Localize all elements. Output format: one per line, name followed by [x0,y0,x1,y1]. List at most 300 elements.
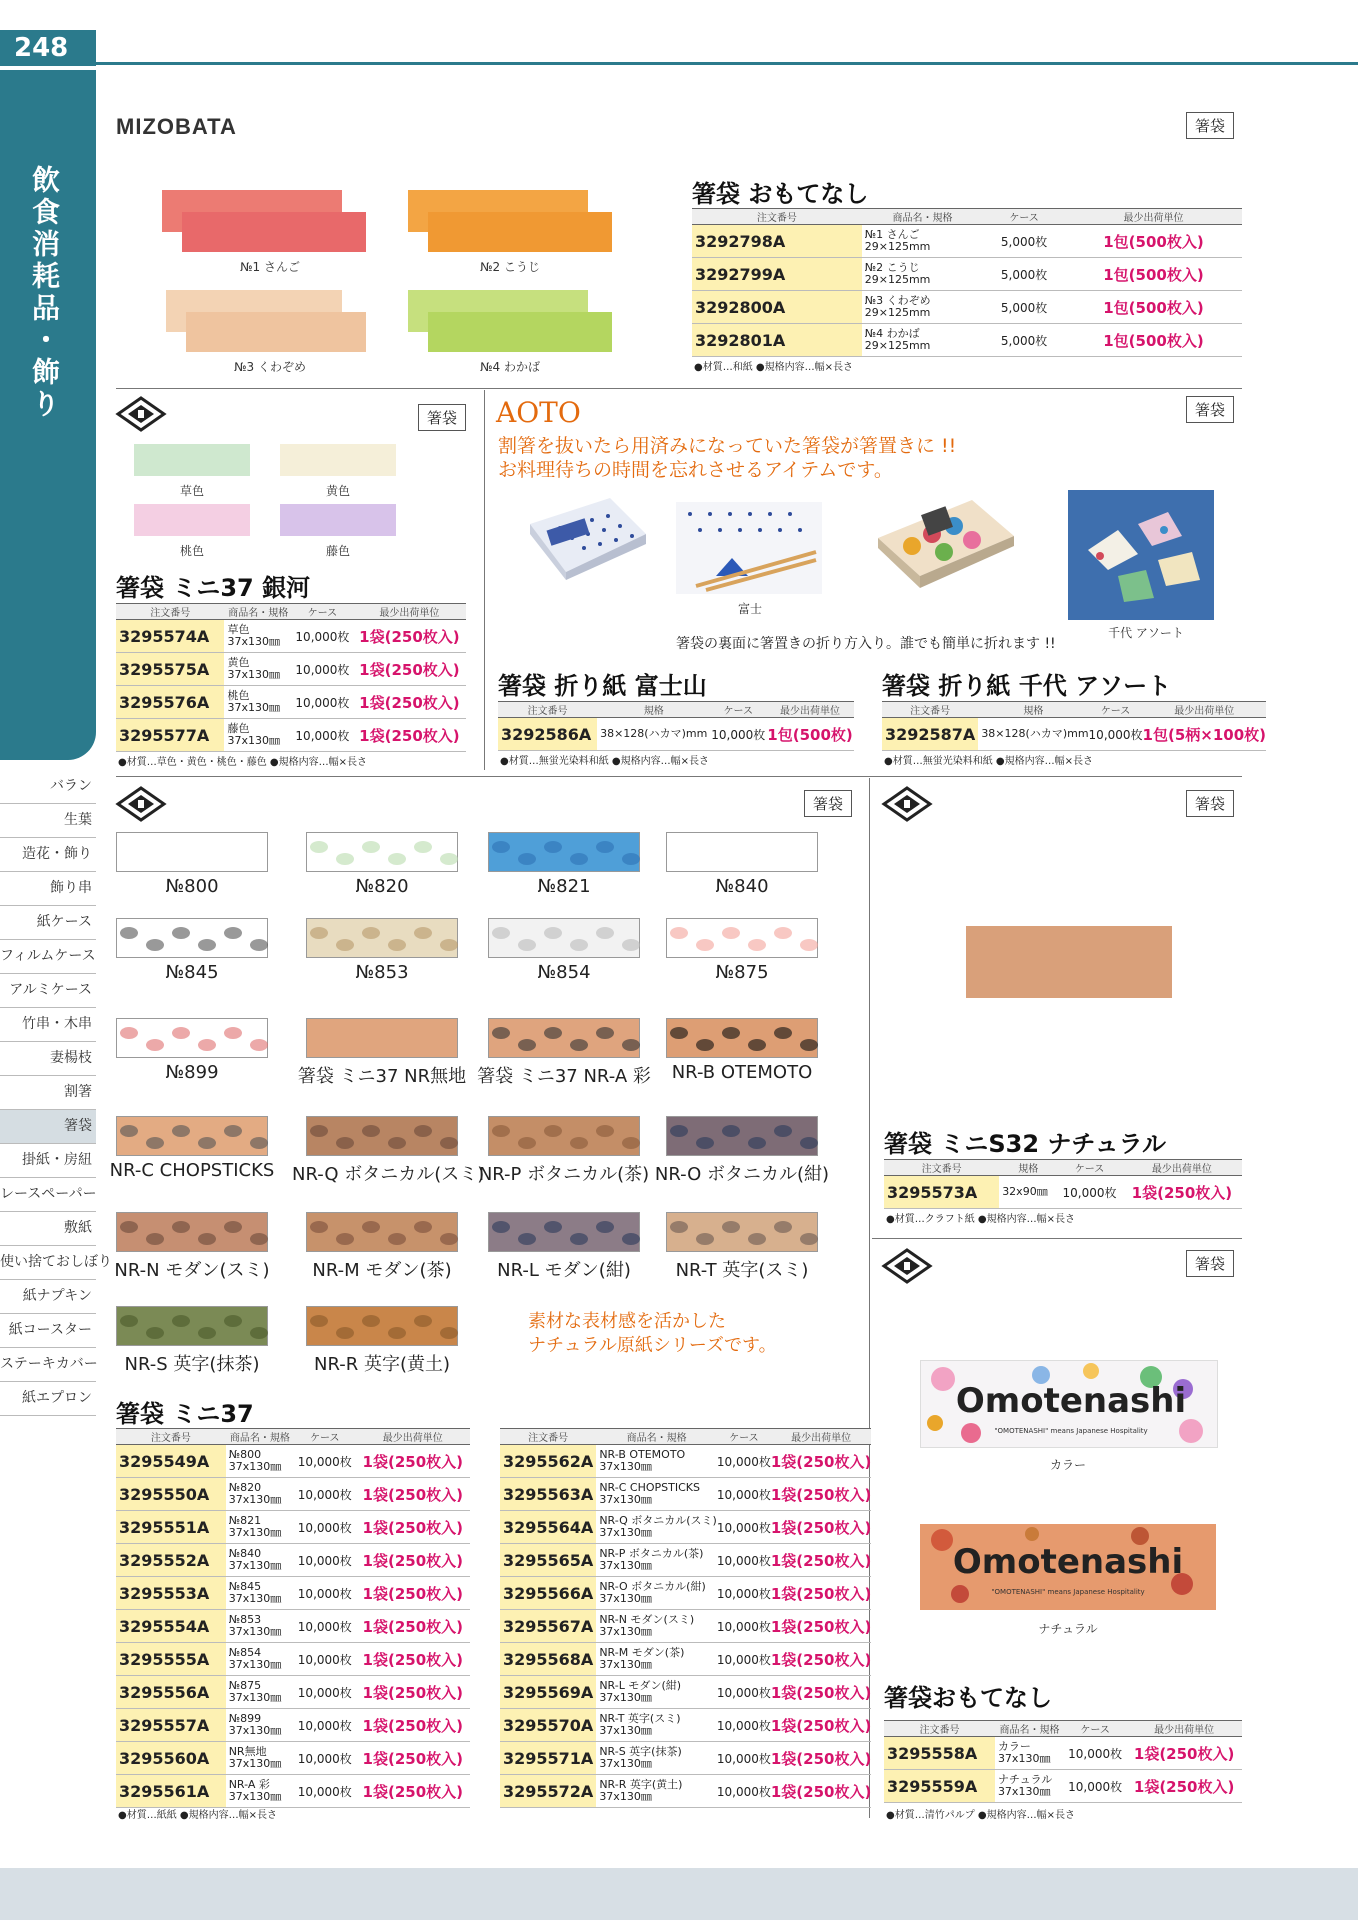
product-size: 37x130㎜ [997,1785,1051,1798]
category-tag: 箸袋 [1186,1250,1234,1277]
table-header: ケース [1057,1160,1122,1176]
sample-swatch [116,832,268,872]
section-title: 箸袋 おもてなし [692,180,869,208]
product-name: NR-M モダン(茶) [599,1646,685,1659]
spec-note: ●材質…紙紙 ●規格内容…幅×長さ [118,1810,278,1821]
nav-item[interactable]: バラン [0,770,96,804]
product-table [498,701,854,751]
min-unit: 1袋(250枚入) [1126,1770,1242,1803]
crest-logo [882,1248,932,1284]
table-header: 注文番号 [884,1721,995,1737]
sample-caption: NR-C CHOPSTICKS [109,1160,275,1181]
product-table [116,603,466,752]
sample-sango [162,190,366,256]
product-size: 37x130㎜ [228,1460,282,1473]
case-qty: 10,000枚 [294,1742,356,1775]
order-number: 3295560A [116,1742,226,1775]
case-qty: 10,000枚 [717,1709,771,1742]
product-name: №820 [228,1481,262,1494]
spec-cell [596,1775,717,1808]
product-table [884,1720,1242,1803]
nav-item[interactable]: 生葉 [0,804,96,838]
sample-swatch [306,1212,458,1252]
spec-cell [995,1737,1064,1770]
spec-cell [596,1742,717,1775]
sample-swatch [116,1212,268,1252]
section-title: 箸袋 折り紙 千代 アソート [882,672,1172,700]
product-size: 37x130㎜ [599,1460,652,1473]
spec-note: ●材質…無蛍光染料和紙 ●規格内容…幅×長さ [884,756,1094,767]
spec-cell: 38×128(ハカマ)mm [978,718,1088,751]
series-note: ナチュラル原紙シリーズです。 [528,1335,777,1356]
nav-item[interactable]: フィルムケース [0,940,96,974]
table-row [116,620,466,653]
product-size: 37x130㎜ [599,1526,652,1539]
nav-item[interactable]: 造花・飾り [0,838,96,872]
sample-swatch [306,1306,458,1346]
case-qty: 10,000枚 [292,653,353,686]
product-size: 37x130㎜ [599,1724,652,1737]
product-size: 37x130㎜ [228,1526,282,1539]
nav-item[interactable]: 紙ナプキン [0,1280,96,1314]
table-header: ケース [1089,702,1143,718]
table-row [500,1610,871,1643]
table-header: 最少出荷単位 [766,702,854,718]
product-size: 37x130㎜ [228,1724,282,1737]
sample-fuji [280,504,396,536]
nav-item[interactable]: 紙ケース [0,906,96,940]
product-name: NR-C CHOPSTICKS [599,1481,700,1494]
order-number: 3292801A [692,324,862,357]
case-qty: 10,000枚 [292,719,353,752]
case-qty: 5,000枚 [983,291,1065,324]
product-name: NR無地 [228,1745,267,1758]
table-header: 最少出荷単位 [353,604,466,620]
table-row [116,686,466,719]
spec-cell [226,1577,294,1610]
product-size: 37x130㎜ [599,1658,652,1671]
table-header: 注文番号 [884,1160,999,1176]
min-unit: 1包(500枚) [766,718,854,751]
min-unit: 1袋(250枚入) [771,1544,871,1577]
product-size: 29×125mm [864,240,931,253]
product-size: 37x130㎜ [228,1592,282,1605]
sample-swatch [116,918,268,958]
product-size: 37x130㎜ [599,1625,652,1638]
product-size: 37x130㎜ [228,1493,282,1506]
table-header: 規格 [597,702,710,718]
table-header: ケース [292,604,353,620]
spec-cell [596,1610,717,1643]
case-qty: 5,000枚 [983,324,1065,357]
sample-caption: №875 [715,962,769,983]
case-qty: 10,000枚 [717,1577,771,1610]
min-unit: 1袋(250枚入) [771,1577,871,1610]
case-qty: 10,000枚 [717,1445,771,1478]
spec-cell [862,258,983,291]
case-qty: 10,000枚 [1064,1737,1126,1770]
sample-caption: NR-B OTEMOTO [671,1062,813,1083]
sample-caption: NR-S 英字(抹茶) [124,1354,260,1375]
spec-note: ●材質…清竹パルプ ●規格内容…幅×長さ [886,1810,1076,1821]
product-name: 黄色 [227,656,250,669]
divider [484,390,485,770]
min-unit: 1包(500枚入) [1065,291,1242,324]
product-name: NR-Q ボタニカル(スミ) [599,1514,717,1527]
spec-cell [226,1742,294,1775]
category-title: 飲食消耗品・飾り [28,165,61,421]
min-unit: 1袋(250枚入) [356,1445,470,1478]
nav-item[interactable]: 箸袋 [0,1110,96,1144]
product-size: 37x130㎜ [599,1592,652,1605]
category-tag: 箸袋 [1186,790,1234,817]
case-qty: 10,000枚 [292,620,353,653]
table-row [692,258,1242,291]
table-row [116,1643,470,1676]
spec-cell [995,1770,1064,1803]
sample-momo [134,504,250,536]
product-table [884,1159,1242,1209]
product-name: №4 わかば [864,327,920,340]
footer-band [0,1868,1358,1920]
sample-caption: NR-Q ボタニカル(スミ) [292,1164,485,1185]
sample-caption: №821 [537,876,591,897]
min-unit: 1袋(250枚入) [356,1775,470,1808]
category-tag: 箸袋 [804,790,852,817]
min-unit: 1包(500枚入) [1065,324,1242,357]
order-number: 3295566A [500,1577,596,1610]
table-row [884,1737,1242,1770]
lead-text: 割箸を抜いたら用済みになっていた箸袋が箸置きに !! [498,435,957,457]
crest-logo [116,396,166,432]
table-header: 最少出荷単位 [1122,1160,1242,1176]
photo-chiyo-folded [1068,490,1214,620]
spec-cell [224,686,292,719]
sample-swatch [488,1018,640,1058]
order-number: 3292587A [882,718,978,751]
product-name: ナチュラル [997,1773,1053,1786]
min-unit: 1袋(250枚入) [353,719,466,752]
product-name: №899 [228,1712,262,1725]
photo-chiyo-box [872,494,1018,590]
case-qty: 10,000枚 [294,1544,356,1577]
spec-cell [224,620,292,653]
caption: カラー [1049,1458,1086,1472]
product-size: 37x130㎜ [599,1691,652,1704]
divider [872,1238,1242,1239]
product-name: №853 [228,1613,262,1626]
table-row [116,1577,470,1610]
sample-omotenashi-natural [920,1524,1216,1610]
sample-swatch [666,832,818,872]
min-unit: 1袋(250枚入) [771,1709,871,1742]
case-qty: 10,000枚 [717,1676,771,1709]
sample-caption: NR-M モダン(茶) [312,1260,452,1281]
table-row [116,653,466,686]
category-tab [0,70,96,760]
sample-ki [280,444,396,476]
order-number: 3295558A [884,1737,995,1770]
order-number: 3292799A [692,258,862,291]
order-number: 3295569A [500,1676,596,1709]
sample-swatch [666,1018,818,1058]
caption: 千代 アソート [1108,626,1184,640]
divider [116,388,1242,389]
min-unit: 1袋(250枚入) [771,1676,871,1709]
sample-caption: 箸袋 ミニ37 NR-A 彩 [477,1066,651,1087]
min-unit: 1袋(250枚入) [771,1445,871,1478]
sample-caption: NR-N モダン(スミ) [114,1260,270,1281]
table-header: 規格 [999,1160,1057,1176]
nav-item[interactable]: 掛紙・房紐 [0,1144,96,1178]
case-qty: 10,000枚 [717,1643,771,1676]
case-qty: 10,000枚 [717,1544,771,1577]
product-name: NR-N モダン(スミ) [599,1613,695,1626]
table-header: 商品名・規格 [226,1429,294,1445]
order-number: 3295562A [500,1445,596,1478]
table-header: 商品名・規格 [862,209,983,225]
order-number: 3295570A [500,1709,596,1742]
table-header: 商品名・規格 [224,604,292,620]
caption: №2 こうじ [480,260,540,274]
min-unit: 1袋(250枚入) [353,686,466,719]
min-unit: 1袋(250枚入) [356,1478,470,1511]
order-number: 3292586A [498,718,597,751]
product-name: №2 こうじ [864,261,920,274]
table-row [500,1478,871,1511]
print-subtext: "OMOTENASHI" means Japanese Hospitality [991,1588,1145,1596]
table-row [116,1742,470,1775]
product-name: NR-T 英字(スミ) [599,1712,681,1725]
min-unit: 1袋(250枚入) [356,1610,470,1643]
sample-caption: №899 [165,1062,219,1083]
sample-swatch [116,1018,268,1058]
sample-caption: №853 [355,962,409,983]
product-size: 37x130㎜ [228,1658,282,1671]
min-unit: 1袋(250枚入) [771,1643,871,1676]
sample-swatch [666,918,818,958]
sample-swatch [666,1212,818,1252]
spec-cell [226,1478,294,1511]
order-number: 3295549A [116,1445,226,1478]
nav-item[interactable]: 割箸 [0,1076,96,1110]
sample-omotenashi-color [920,1360,1218,1448]
order-number: 3295559A [884,1770,995,1803]
section-title: 箸袋 ミニ37 [116,1400,254,1428]
sample-wakaba [408,290,612,356]
spec-cell [226,1775,294,1808]
photo-fuji-rest [676,502,822,594]
spec-cell [596,1445,717,1478]
table-row [500,1643,871,1676]
case-qty: 10,000枚 [294,1709,356,1742]
category-tag: 箸袋 [418,404,466,431]
order-number: 3295572A [500,1775,596,1808]
product-table [882,701,1266,751]
case-qty: 10,000枚 [717,1775,771,1808]
table-header: 注文番号 [882,702,978,718]
min-unit: 1袋(250枚入) [771,1511,871,1544]
table-row [500,1544,871,1577]
sample-swatch [306,1018,458,1058]
spec-cell [596,1577,717,1610]
min-unit: 1袋(250枚入) [1126,1737,1242,1770]
case-qty: 10,000枚 [294,1445,356,1478]
table-row [692,225,1242,258]
table-header: 注文番号 [116,604,224,620]
min-unit: 1袋(250枚入) [356,1742,470,1775]
product-table [692,208,1242,357]
print-text: Omotenashi [955,1381,1187,1421]
spec-cell [226,1643,294,1676]
sample-swatch [116,1306,268,1346]
min-unit: 1袋(250枚入) [356,1709,470,1742]
table-row [692,291,1242,324]
sample-kusa [134,444,250,476]
nav-item[interactable]: 敷紙 [0,1212,96,1246]
section-title: 箸袋おもてなし [884,1684,1052,1712]
order-number: 3295556A [116,1676,226,1709]
sample-caption: NR-T 英字(スミ) [675,1260,809,1281]
sample-swatch [306,918,458,958]
table-header: 最少出荷単位 [1065,209,1242,225]
case-qty: 10,000枚 [294,1643,356,1676]
product-size: 37x130㎜ [997,1752,1051,1765]
divider [116,776,1242,777]
min-unit: 1袋(250枚入) [771,1742,871,1775]
product-name: NR-R 英字(黄土) [599,1778,683,1791]
case-qty: 10,000枚 [710,718,766,751]
lead-text: お料理待ちの時間を忘れさせるアイテムです。 [498,459,893,481]
nav-item[interactable]: 竹串・木串 [0,1008,96,1042]
table-row [884,1770,1242,1803]
spec-cell [596,1643,717,1676]
table-row [116,1610,470,1643]
nav-item[interactable]: 紙エプロン [0,1382,96,1416]
table-header: 注文番号 [500,1429,596,1445]
print-subtext: "OMOTENASHI" means Japanese Hospitality [994,1427,1148,1435]
min-unit: 1袋(250枚入) [771,1478,871,1511]
order-number: 3295577A [116,719,224,752]
nav-item[interactable]: 妻楊枝 [0,1042,96,1076]
sample-swatch [488,918,640,958]
min-unit: 1袋(250枚入) [771,1610,871,1643]
product-name: NR-P ボタニカル(茶) [599,1547,704,1560]
product-name: 桃色 [227,689,250,702]
product-size: 37x130㎜ [228,1691,282,1704]
min-unit: 1袋(250枚入) [356,1577,470,1610]
case-qty: 10,000枚 [294,1511,356,1544]
order-number: 3295576A [116,686,224,719]
table-row [116,1478,470,1511]
table-header: 注文番号 [116,1429,226,1445]
spec-cell [226,1511,294,1544]
order-number: 3295564A [500,1511,596,1544]
table-header: 最少出荷単位 [356,1429,470,1445]
caption: №1 さんご [240,260,300,274]
order-number: 3292800A [692,291,862,324]
spec-cell [226,1676,294,1709]
order-number: 3295571A [500,1742,596,1775]
sample-caption: №840 [715,876,769,897]
spec-cell [596,1511,717,1544]
caption: 藤色 [325,544,350,558]
table-row [116,1709,470,1742]
table-row [116,1775,470,1808]
sample-swatch [306,1116,458,1156]
case-qty: 10,000枚 [292,686,353,719]
nav-item[interactable]: 飾り串 [0,872,96,906]
nav-item[interactable]: ステーキカバー [0,1348,96,1382]
order-number: 3295573A [884,1176,999,1209]
sample-swatch [488,1212,640,1252]
section-title: 箸袋 折り紙 富士山 [498,672,707,700]
brand-aoto: AOTO [496,396,581,429]
product-name: №1 さんご [864,228,920,241]
case-qty: 5,000枚 [983,258,1065,291]
spec-note: ●材質…クラフト紙 ●規格内容…幅×長さ [886,1214,1076,1225]
product-name: №821 [228,1514,262,1527]
table-row [884,1176,1242,1209]
table-header: 規格 [978,702,1088,718]
case-qty: 5,000枚 [983,225,1065,258]
caption: №3 くわぞめ [234,360,306,374]
case-qty: 10,000枚 [294,1676,356,1709]
table-header: 最少出荷単位 [1126,1721,1242,1737]
spec-note: ●材質…草色・黄色・桃色・藤色 ●規格内容…幅×長さ [118,757,368,768]
caption: 黄色 [325,484,350,498]
product-size: 29×125mm [864,339,931,352]
table-row [116,1676,470,1709]
table-header: 最少出荷単位 [1143,702,1266,718]
product-name: カラー [997,1740,1031,1753]
table-row [500,1676,871,1709]
product-name: 藤色 [227,722,250,735]
product-size: 37x130㎜ [228,1790,282,1803]
caption: 富士 [737,602,762,616]
case-qty: 10,000枚 [1057,1176,1122,1209]
caption: 桃色 [179,544,204,558]
case-qty: 10,000枚 [717,1478,771,1511]
nav-item[interactable]: アルミケース [0,974,96,1008]
table-row [498,718,854,751]
product-size: 37x130㎜ [599,1790,652,1803]
min-unit: 1袋(250枚入) [356,1511,470,1544]
order-number: 3295561A [116,1775,226,1808]
product-name: №840 [228,1547,262,1560]
nav-item[interactable]: 使い捨ておしぼり [0,1246,96,1280]
table-header: ケース [294,1429,356,1445]
table-header: 注文番号 [692,209,862,225]
nav-item[interactable]: レースペーパー [0,1178,96,1212]
sample-swatch [666,1116,818,1156]
table-row [116,1445,470,1478]
order-number: 3295555A [116,1643,226,1676]
table-row [500,1511,871,1544]
product-name: 草色 [227,623,250,636]
spec-cell [862,291,983,324]
category-tag: 箸袋 [1186,396,1234,423]
case-qty: 10,000枚 [717,1511,771,1544]
product-size: 37x130㎜ [227,701,280,714]
min-unit: 1包(5柄×100枚) [1143,718,1266,751]
table-header: 商品名・規格 [995,1721,1064,1737]
spec-cell [862,225,983,258]
spec-cell [224,719,292,752]
spec-cell [224,653,292,686]
nav-item[interactable]: 紙コースター [0,1314,96,1348]
min-unit: 1包(500枚入) [1065,225,1242,258]
